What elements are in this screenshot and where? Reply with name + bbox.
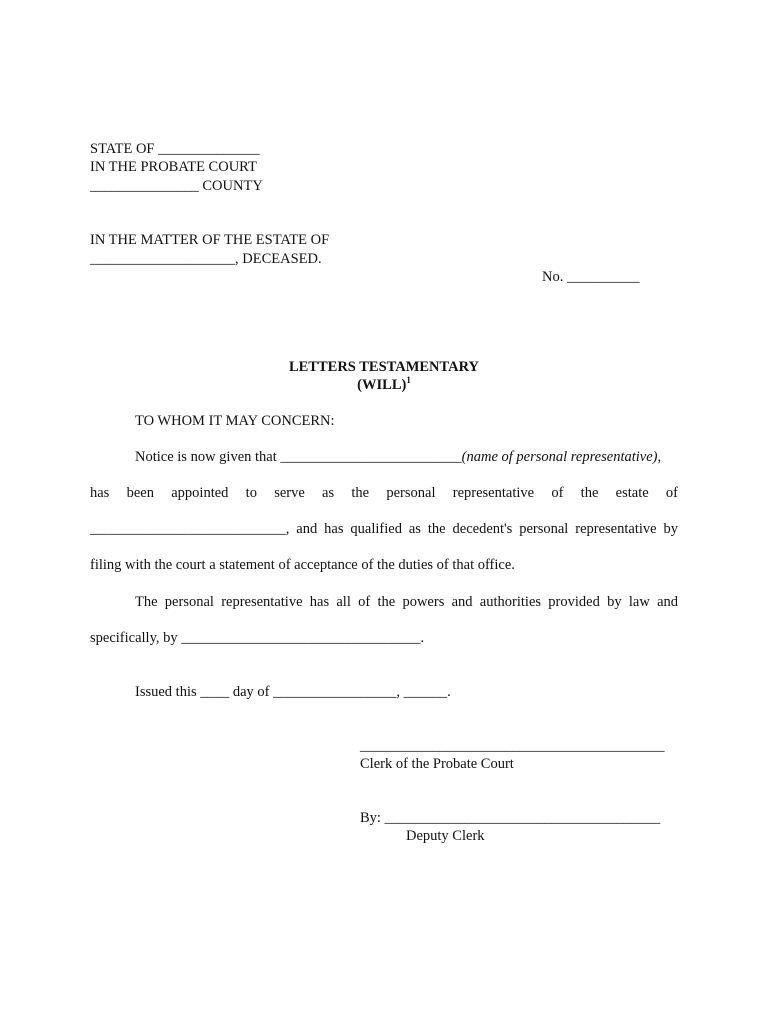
county-line: _______________ COUNTY — [90, 178, 263, 194]
salutation: TO WHOM IT MAY CONCERN: — [135, 413, 335, 429]
notice-line-2: has been appointed to serve as the personal representative of the estate of — [90, 485, 678, 501]
subtitle-text: (WILL) — [357, 377, 407, 393]
notice-text-start: Notice is now given that — [135, 449, 281, 465]
representative-name-hint: (name of personal representative) — [461, 449, 658, 465]
powers-blank: _________________________________ — [181, 630, 421, 646]
court-line: IN THE PROBATE COURT — [90, 159, 257, 175]
representative-name-blank: _________________________ — [280, 449, 462, 465]
clerk-signature-line: __________________________________________ — [360, 738, 665, 754]
powers-text-end: . — [420, 630, 425, 646]
state-line: STATE OF ______________ — [90, 141, 260, 157]
issued-line: Issued this ____ day of _________________, ______. — [135, 684, 451, 700]
deputy-label: Deputy Clerk — [406, 828, 485, 844]
estate-matter-line: IN THE MATTER OF THE ESTATE OF — [90, 232, 330, 248]
notice-line-1 — [135, 448, 661, 466]
deceased-line: ____________________, DECEASED. — [90, 251, 322, 267]
case-number: No. __________ — [542, 269, 640, 285]
footnote-marker: 1 — [406, 375, 411, 386]
powers-line-1: The personal representative has all of the powers and authorities provided by law and — [135, 594, 678, 610]
clerk-label: Clerk of the Probate Court — [360, 756, 514, 772]
notice-text-comma: , — [657, 449, 662, 465]
notice-line-3: ___________________________, and has qualified as the decedent's personal representative by — [90, 521, 678, 537]
powers-text-start: specifically, by — [90, 630, 182, 646]
powers-line-2 — [90, 629, 424, 647]
document-subtitle — [0, 376, 768, 394]
deputy-signature-line: By: ______________________________________ — [360, 810, 661, 826]
notice-line-4: filing with the court a statement of acceptance of the duties of that office. — [90, 557, 515, 573]
document-title: LETTERS TESTAMENTARY — [288, 359, 480, 375]
